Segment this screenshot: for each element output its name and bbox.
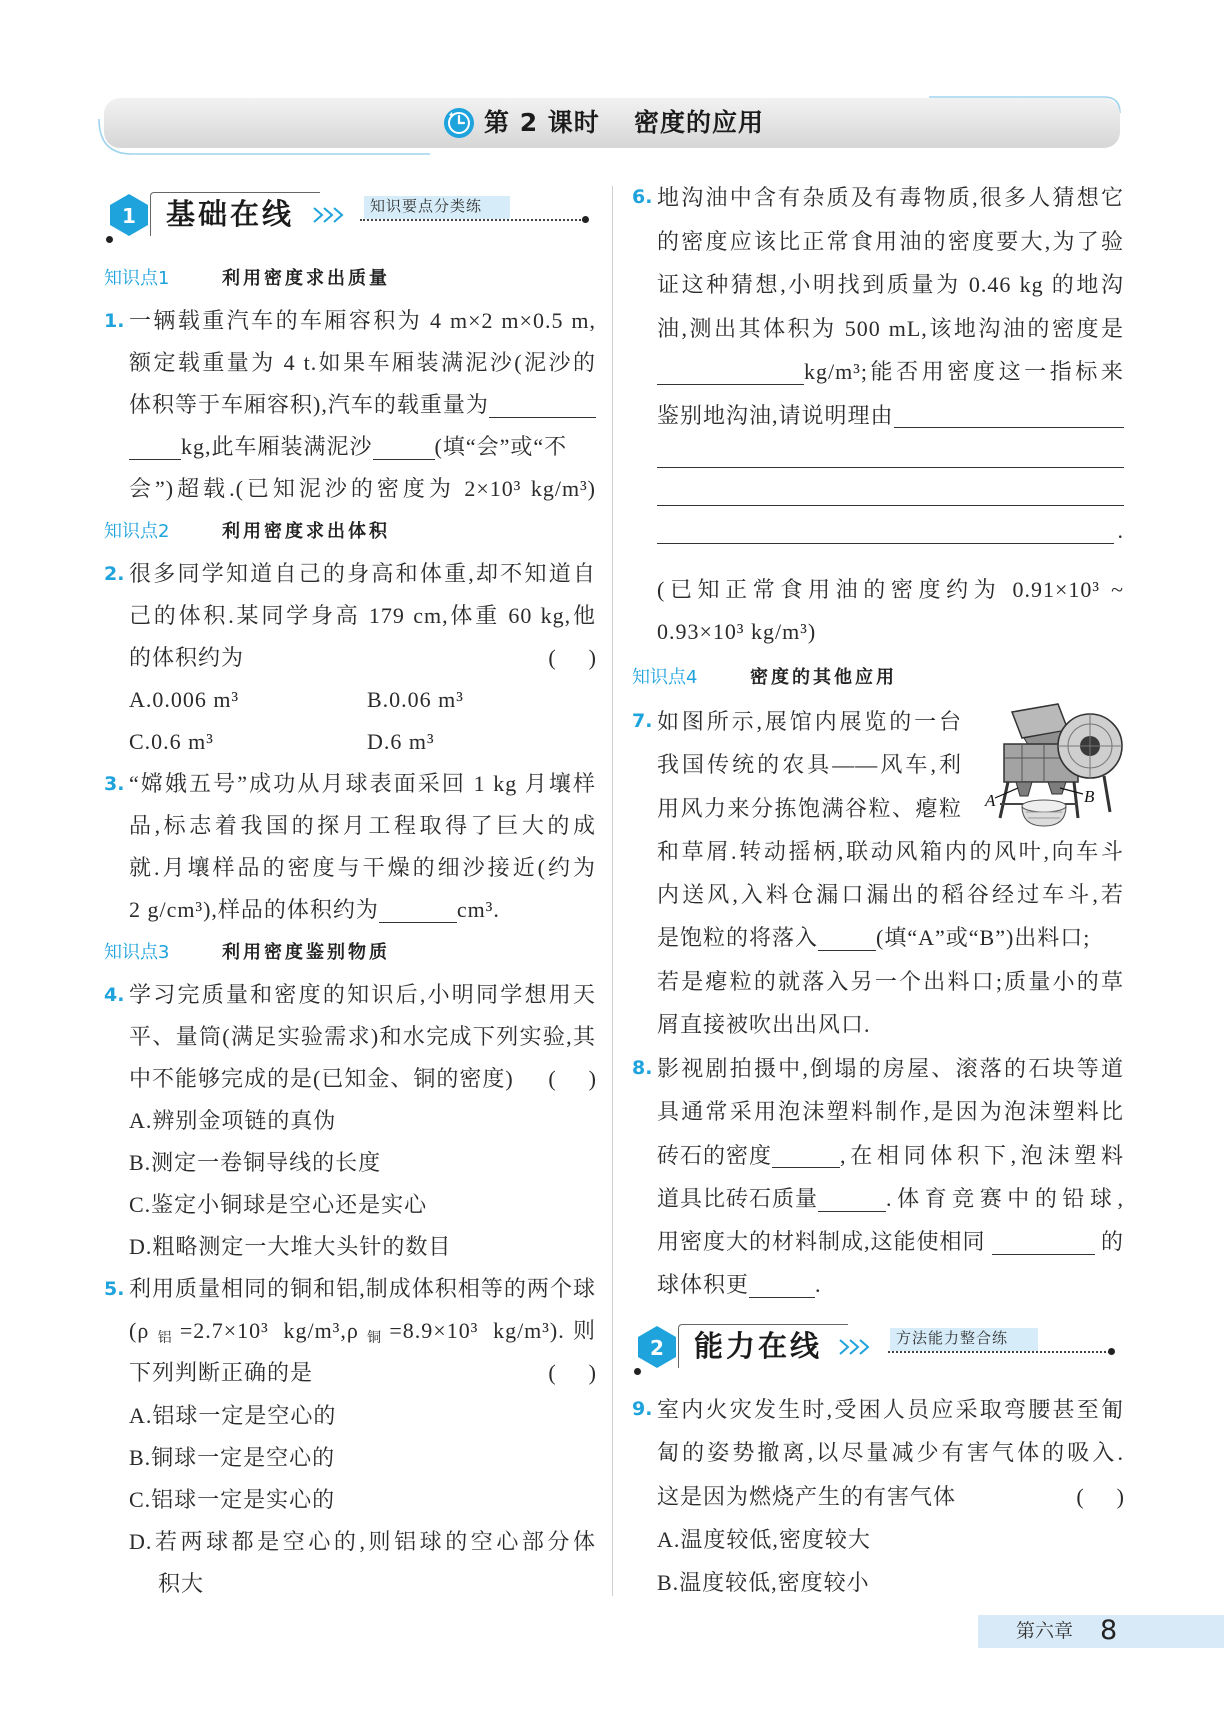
figure-label-b: B bbox=[1084, 787, 1095, 806]
question-3-line bbox=[104, 763, 596, 805]
question-7-line bbox=[632, 960, 1124, 1003]
question-text: 平、量筒(满足实验需求)和水完成下列实验,其 bbox=[129, 1023, 596, 1049]
question-1-line bbox=[104, 384, 596, 426]
question-text: 利用质量相同的铜和铝,制成体积相等的两个球 bbox=[129, 1276, 596, 1302]
question-6-line bbox=[632, 176, 1124, 220]
answer-blank bbox=[992, 1229, 1095, 1255]
option-b bbox=[632, 1561, 1124, 1604]
svg-text:1: 1 bbox=[122, 204, 136, 228]
answer-blank bbox=[657, 480, 1124, 506]
lesson-header-band bbox=[104, 98, 1120, 148]
question-6-line bbox=[632, 611, 1124, 653]
question-number: 8. bbox=[632, 1057, 653, 1079]
question-text: 若是瘪粒的就落入另一个出料口;质量小的草 bbox=[657, 968, 1124, 994]
question-9-line bbox=[632, 1431, 1124, 1474]
question-text: 屑直接被吹出出风口. bbox=[657, 1012, 871, 1038]
text-part: =2.7×10³ kg/m³,ρ bbox=[179, 1318, 359, 1344]
question-text: cm³. bbox=[456, 897, 500, 923]
option-text: B.铜球一定是空心的 bbox=[129, 1444, 336, 1470]
answer-bracket: ( ) bbox=[548, 644, 596, 670]
question-text: 这是因为燃烧产生的有害气体 bbox=[657, 1483, 957, 1509]
question-text: 的密度应该比正常食用油的密度要大,为了验 bbox=[657, 228, 1124, 254]
section-title: 能力在线 bbox=[694, 1329, 823, 1363]
section-header-basic bbox=[104, 188, 596, 246]
option-d: D.6 m³ bbox=[367, 729, 435, 755]
question-text: 砖石的密度 bbox=[657, 1142, 773, 1168]
question-6-note bbox=[632, 569, 1124, 653]
lesson-title: 密度的应用 bbox=[634, 108, 765, 137]
question-8-line bbox=[632, 1263, 1124, 1306]
question-1-line bbox=[104, 426, 596, 468]
question-text: (已知正常食用油的密度约为 0.91×10³ ~ bbox=[657, 577, 1124, 602]
answer-blank bbox=[894, 402, 1124, 428]
question-8-line bbox=[632, 1220, 1124, 1263]
option-a: A.0.006 m³ bbox=[129, 686, 240, 712]
question-text: 球体积更 bbox=[657, 1272, 750, 1298]
question-8-line bbox=[632, 1047, 1124, 1090]
answer-blank bbox=[657, 518, 1114, 544]
answer-blank bbox=[657, 442, 1124, 468]
bullet-dot bbox=[1108, 1348, 1115, 1355]
figure-label-a: A bbox=[985, 791, 996, 810]
knowledge-point-3 bbox=[104, 932, 596, 974]
question-text: 影视剧拍摄中,倒塌的房屋、滚落的石块等道 bbox=[657, 1056, 1124, 1081]
question-text: 额定载重量为 4 t.如果车厢装满泥沙(泥沙的 bbox=[129, 350, 596, 376]
options-row bbox=[104, 679, 596, 721]
question-text: 道具比砖石质量 bbox=[657, 1185, 819, 1211]
bullet-dot bbox=[582, 216, 589, 223]
question-text: 的 bbox=[1100, 1229, 1124, 1255]
option-text: A.温度较低,密度较大 bbox=[657, 1526, 871, 1552]
question-text: 油,测出其体积为 500 mL,该地沟油的密度是 bbox=[657, 315, 1124, 341]
question-4-line bbox=[104, 974, 596, 1016]
question-text: 就.月壤样品的密度与干燥的细沙接近(约为 bbox=[129, 855, 596, 881]
question-7-line bbox=[632, 873, 1124, 916]
column-divider bbox=[612, 186, 613, 1596]
question-text: 地沟油中含有杂质及有毒物质,很多人猜想它 bbox=[657, 185, 1124, 210]
question-text: 是饱粒的将落入 bbox=[657, 925, 819, 951]
answer-blank bbox=[818, 925, 876, 951]
answer-blank bbox=[657, 359, 804, 385]
option-b: B.0.06 m³ bbox=[367, 686, 464, 712]
question-9-line bbox=[632, 1388, 1124, 1431]
options-row bbox=[104, 721, 596, 763]
question-text: kg,此车厢装满泥沙 bbox=[181, 434, 373, 460]
option-d bbox=[104, 1226, 596, 1268]
density-subscript-aluminum: 铝 bbox=[149, 1331, 180, 1347]
question-text: 我国传统的农具——风车,利 bbox=[657, 752, 962, 778]
question-text: 学习完质量和密度的知识后,小明同学想用天 bbox=[129, 981, 596, 1007]
knowledge-point-4-block bbox=[632, 657, 1124, 699]
question-6-line bbox=[632, 569, 1124, 611]
text-part: =8.9×10³ kg/m³).则 bbox=[389, 1318, 596, 1344]
question-5-line bbox=[104, 1310, 596, 1352]
question-4-line bbox=[104, 1058, 596, 1100]
question-number: 9. bbox=[632, 1398, 653, 1420]
section-title: 基础在线 bbox=[166, 197, 295, 231]
question-8-line bbox=[632, 1134, 1124, 1177]
question-text: kg/m³;能否用密度这一指标来 bbox=[804, 359, 1124, 384]
question-text: 0.93×10³ kg/m³) bbox=[657, 619, 817, 644]
option-text: C.铝球一定是实心的 bbox=[129, 1486, 336, 1512]
answer-blank bbox=[373, 434, 435, 460]
page-number: 8 bbox=[1100, 1615, 1118, 1646]
question-text: 如图所示,展馆内展览的一台 bbox=[657, 709, 962, 734]
question-number: 6. bbox=[632, 186, 653, 208]
question-text: 体积等于车厢容积),汽车的载重量为 bbox=[129, 392, 489, 418]
option-b bbox=[104, 1437, 596, 1479]
option-text: A.铝球一定是空心的 bbox=[129, 1402, 337, 1428]
section-header-ability bbox=[632, 1320, 1124, 1378]
option-text: C.鉴定小铜球是空心还是实心 bbox=[129, 1192, 428, 1218]
option-c bbox=[104, 1479, 596, 1521]
question-text: 匐的姿势撤离,以尽量减少有害气体的吸入. bbox=[657, 1440, 1124, 1466]
question-text: (填“A”或“B”)出料口; bbox=[876, 925, 1091, 951]
answer-line bbox=[632, 512, 1124, 550]
question-number: 2. bbox=[104, 562, 125, 585]
question-9-line bbox=[632, 1475, 1124, 1518]
dotted-rule bbox=[888, 1351, 1110, 1353]
question-1-line bbox=[104, 468, 596, 510]
question-text: 用密度大的材料制成,这能使相同 bbox=[657, 1229, 986, 1255]
question-6-answer-lines bbox=[632, 436, 1124, 550]
question-5-line bbox=[104, 1268, 596, 1310]
question-text: 中不能够完成的是(已知金、铜的密度) bbox=[129, 1065, 514, 1091]
knowledge-point-title: 利用密度鉴别物质 bbox=[222, 941, 390, 963]
question-8-line bbox=[632, 1177, 1124, 1220]
option-text: 积大 bbox=[158, 1570, 205, 1596]
question-text: . bbox=[1117, 518, 1124, 543]
question-text: 己的体积.某同学身高 179 cm,体重 60 kg,他 bbox=[129, 602, 596, 628]
question-4-line bbox=[104, 1016, 596, 1058]
knowledge-point-title: 利用密度求出质量 bbox=[222, 268, 390, 289]
question-2-line bbox=[104, 595, 596, 637]
answer-bracket: ( ) bbox=[548, 1360, 596, 1386]
answer-blank bbox=[489, 392, 596, 418]
lesson-number: 第 2 课时 bbox=[484, 108, 600, 137]
section-number-badge bbox=[636, 1325, 678, 1369]
answer-blank bbox=[772, 1142, 840, 1168]
section-tag: 知识要点分类练 bbox=[364, 196, 510, 219]
answer-blank bbox=[749, 1272, 815, 1298]
option-b bbox=[104, 1142, 596, 1184]
question-text: 品,标志着我国的探月工程取得了巨大的成 bbox=[129, 813, 596, 839]
question-6-line bbox=[632, 394, 1124, 438]
question-8 bbox=[632, 1047, 1124, 1307]
section-tag: 方法能力整合练 bbox=[890, 1328, 1038, 1351]
option-c bbox=[104, 1184, 596, 1226]
option-d bbox=[104, 1521, 596, 1563]
question-3-line bbox=[104, 889, 596, 931]
question-text: 的体积约为 bbox=[129, 644, 245, 670]
question-text: 下列判断正确的是 bbox=[129, 1360, 314, 1386]
question-7-line bbox=[632, 830, 1124, 873]
clock-icon bbox=[443, 107, 475, 139]
question-text: “嫦娥五号”成功从月球表面采回 1 kg 月壤样 bbox=[129, 771, 596, 797]
question-7-line bbox=[632, 1003, 1124, 1046]
answer-line bbox=[632, 474, 1124, 512]
question-text: 室内火灾发生时,受困人员应采取弯腰甚至匍 bbox=[657, 1397, 1124, 1422]
option-text: D.若两球都是空心的,则铝球的空心部分体 bbox=[129, 1528, 596, 1554]
answer-blank bbox=[129, 434, 181, 460]
question-9 bbox=[632, 1388, 1124, 1604]
knowledge-point-title: 密度的其他应用 bbox=[750, 667, 897, 688]
answer-blank bbox=[818, 1186, 886, 1212]
bullet-dot bbox=[634, 1368, 641, 1375]
option-text: D.粗略测定一大堆大头针的数目 bbox=[129, 1234, 452, 1260]
question-1-line bbox=[104, 342, 596, 384]
question-3-line bbox=[104, 847, 596, 889]
svg-text:2: 2 bbox=[650, 1336, 664, 1360]
question-6-line bbox=[632, 350, 1124, 394]
knowledge-point-label: 知识点4 bbox=[632, 667, 698, 688]
question-text: 内送风,入料仓漏口漏出的稻谷经过车斗,若 bbox=[657, 882, 1124, 908]
question-number: 5. bbox=[104, 1278, 125, 1301]
knowledge-point-label: 知识点2 bbox=[104, 520, 170, 542]
option-a bbox=[632, 1518, 1124, 1561]
question-number: 7. bbox=[632, 710, 653, 732]
question-6-line bbox=[632, 263, 1124, 307]
question-8-line bbox=[632, 1090, 1124, 1133]
winnowing-machine-figure bbox=[982, 700, 1124, 830]
question-5-line bbox=[104, 1352, 596, 1394]
question-text: 2 g/cm³),样品的体积约为 bbox=[129, 897, 379, 923]
question-6-line bbox=[632, 220, 1124, 264]
question-number: 1. bbox=[104, 310, 125, 333]
option-text: B.温度较低,密度较小 bbox=[657, 1570, 870, 1596]
question-text: 具通常采用泡沫塑料制作,是因为泡沫塑料比 bbox=[657, 1099, 1124, 1125]
question-text: .体育竞赛中的铅球, bbox=[886, 1185, 1124, 1211]
question-text: 用风力来分拣饱满谷粒、瘪粒 bbox=[657, 795, 962, 821]
answer-bracket: ( ) bbox=[1076, 1483, 1124, 1509]
knowledge-point-label: 知识点1 bbox=[104, 268, 170, 289]
bullet-dot bbox=[106, 236, 113, 243]
text-part: (ρ bbox=[129, 1318, 150, 1344]
question-text: 很多同学知道自己的身高和体重,却不知道自 bbox=[129, 560, 596, 586]
density-subscript-copper: 铜 bbox=[358, 1331, 390, 1347]
question-2-line bbox=[104, 637, 596, 679]
question-3-line bbox=[104, 805, 596, 847]
question-text: ,在相同体积下,泡沫塑料 bbox=[840, 1142, 1124, 1168]
dotted-rule bbox=[360, 219, 584, 221]
question-text: 证这种猜想,小明找到质量为 0.46 kg 的地沟 bbox=[657, 272, 1124, 297]
knowledge-point-1 bbox=[104, 258, 596, 300]
question-7-line bbox=[632, 916, 1124, 959]
question-text: . bbox=[815, 1272, 822, 1298]
question-text: 鉴别地沟油,请说明理由 bbox=[657, 402, 894, 428]
option-text: A.辨别金项链的真伪 bbox=[129, 1107, 337, 1133]
left-column bbox=[104, 258, 596, 1605]
question-text: 会”)超载.(已知泥沙的密度为 2×10³ kg/m³) bbox=[129, 476, 596, 502]
option-c: C.0.6 m³ bbox=[129, 729, 214, 755]
chapter-label: 第六章 bbox=[1016, 1620, 1074, 1642]
question-number: 4. bbox=[104, 983, 125, 1006]
question-text: (填“会”或“不 bbox=[434, 434, 568, 460]
knowledge-point-title: 利用密度求出体积 bbox=[222, 520, 390, 542]
answer-line bbox=[632, 436, 1124, 474]
answer-blank bbox=[379, 897, 457, 923]
option-a bbox=[104, 1395, 596, 1437]
question-number: 3. bbox=[104, 773, 125, 796]
section-number-badge bbox=[108, 193, 150, 237]
question-6-line bbox=[632, 307, 1124, 351]
option-text: B.测定一卷铜导线的长度 bbox=[129, 1149, 382, 1175]
knowledge-point-2 bbox=[104, 511, 596, 553]
double-chevron-icon bbox=[312, 206, 348, 224]
question-2-line bbox=[104, 553, 596, 595]
knowledge-point-4 bbox=[632, 657, 1124, 699]
option-d-continued bbox=[104, 1563, 596, 1605]
question-6 bbox=[632, 176, 1124, 437]
answer-bracket: ( ) bbox=[548, 1065, 596, 1091]
question-text: 一辆载重汽车的车厢容积为 4 m×2 m×0.5 m, bbox=[129, 308, 596, 334]
option-a bbox=[104, 1100, 596, 1142]
double-chevron-icon bbox=[838, 1338, 874, 1356]
question-1-line bbox=[104, 300, 596, 342]
question-text: 和草屑.转动摇柄,联动风箱内的风叶,向车斗 bbox=[657, 838, 1124, 864]
knowledge-point-label: 知识点3 bbox=[104, 941, 170, 963]
